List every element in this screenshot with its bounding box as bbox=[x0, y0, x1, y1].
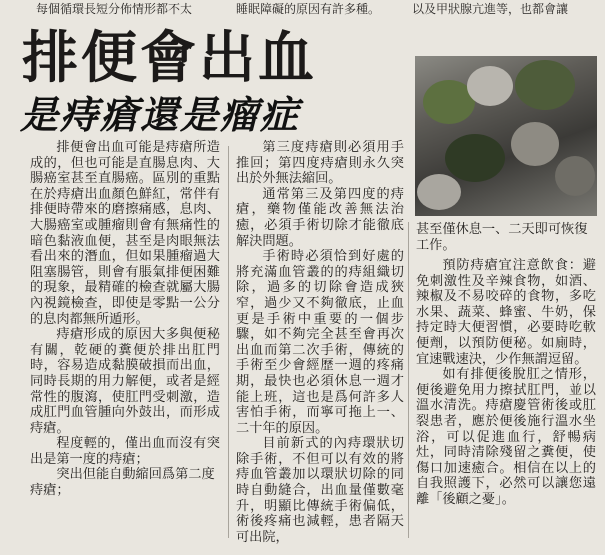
top-strip-left: 每個循環長短分佈情形都不太 bbox=[36, 2, 193, 16]
paragraph: 痔瘡形成的原因大多與便秘有關，乾硬的糞便於排出肛門時，容易造成黏膜破損而出血，同時長期的用力解便，或者是經常性的腹瀉，使肛門受刺激，造成肛門血管腫向外鼓出，而形成痔瘡。 bbox=[30, 327, 220, 436]
column-divider-2 bbox=[408, 222, 409, 538]
top-strip-right: 以及甲狀腺亢進等，也都會讓 bbox=[412, 2, 569, 16]
paragraph: 如有排便後脫肛之情形，便後避免用力擦拭肛門，並以溫水清洗。痔瘡慶管術後或肛裂患者，應於便後施行溫水坐浴，可以促進血行，舒暢病灶，同時清除殘留之糞便，使傷口加速癒合。相信在以上的自我照護下，必然可以讓您遠離「後顧之憂」。 bbox=[416, 367, 596, 507]
mushroom-shape bbox=[417, 174, 461, 210]
lettuce-shape bbox=[515, 60, 575, 110]
vegetable-photo bbox=[415, 56, 597, 216]
paragraph: 突出但能自動縮回爲第二度痔瘡； bbox=[30, 467, 215, 499]
top-strip-middle: 睡眠障礙的原因有許多種。 bbox=[236, 2, 381, 16]
headline: 排便會出血 bbox=[22, 26, 317, 91]
paragraph: 手術時必須恰到好處的將充滿血管叢的的痔組織切除，過多的切除會造成狹窄，過少又不夠徹底，止血更是手術中重要的一個步驟，如不夠完全甚至會再次出血而第二次手術，傳統的手術至少會經歷一週的疼痛期，最快也必須休息一週才能上班，這也是爲何許多人害怕手術，而寧可拖上一、二十年的原因。 bbox=[236, 249, 404, 436]
paragraph: 排便會出血可能是痔瘡所造成的，但也可能是直腸息肉、大腸癌室甚至直腸癌。區別的重點在於痔瘡出血顏色鮮紅，常伴有排便時帶來的磨擦痛感，息肉、大腸癌室或腫瘤則會有無痛性的暗色黏液血便，甚至是肉眼無法看出來的潛血，但如果腫瘤過大阻塞腸管，則會有脹氣排便困難的現象，最精確的檢查就屬大腸內視鏡檢查，即使是零點一公分的息肉都無所遁形。 bbox=[30, 140, 220, 327]
cauliflower-shape bbox=[467, 66, 513, 106]
onion-shape bbox=[511, 122, 559, 166]
article-column-1 bbox=[30, 140, 220, 499]
kale-shape bbox=[445, 134, 505, 182]
paragraph: 預防痔瘡宜注意飲食：避免刺激性及辛辣食物，如酒、辣椒及不易咬碎的食物，多吃水果、蔬菜、蜂蜜、牛奶，保持定時大便習慣，必要時吃軟便劑，以預防便秘。如廁時，宜速戰速決，少作無謂逗留。 bbox=[416, 258, 596, 367]
photo-caption bbox=[416, 222, 596, 253]
paragraph: 程度輕的，僅出血而沒有突出是第一度的痔瘡； bbox=[30, 436, 220, 467]
paragraph: 第三度痔瘡則必須用手推回；第四度痔瘡則永久突出於外無法縮回。 bbox=[236, 140, 404, 187]
article-column-3 bbox=[416, 258, 596, 508]
paragraph: 目前新式的內痔環狀切除手術，不但可以有效的將痔血管叢加以環狀切除的同時自動縫合，出血量僅數毫升，明顯比傳統手術偏低，術後疼痛也減輕，患者隔天可出院， bbox=[236, 436, 404, 545]
column-divider-1 bbox=[228, 146, 229, 538]
tomato-shape bbox=[555, 156, 595, 196]
paragraph: 通常第三及第四度的痔瘡，藥物僅能改善無法治癒，必須手術切除才能徹底解決問題。 bbox=[236, 186, 404, 249]
subheadline: 是痔瘡還是瘤症 bbox=[20, 93, 301, 137]
article-column-2 bbox=[236, 140, 404, 545]
photo-caption-text: 甚至僅休息一、二天即可恢復工作。 bbox=[416, 222, 588, 253]
